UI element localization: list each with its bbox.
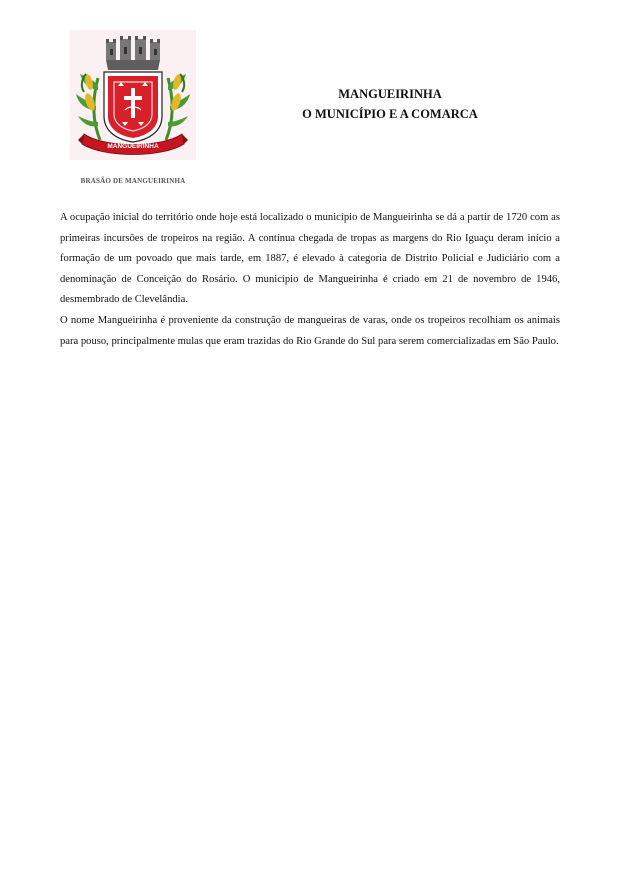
mural-crown-icon <box>106 36 160 70</box>
corn-stalk-right-icon <box>166 73 190 140</box>
corn-stalk-left-icon <box>76 73 100 140</box>
red-shield-icon <box>104 72 162 142</box>
banner-text: MANGUEIRINHA <box>107 143 159 150</box>
coat-of-arms-image <box>70 30 196 160</box>
body-text <box>60 208 560 352</box>
coat-of-arms-icon <box>70 30 196 160</box>
crest-caption: BRASÃO DE MANGUEIRINHA <box>80 177 186 185</box>
paragraph-history: A ocupação inicial do território onde hoje está localizado o município de Mangueirinha se dá a partir de 1720 com as primeiras incursões de tropeiros na região. A contínua chegada de tropas as margens do Rio Iguaçu deram início a formação de um povoado que mais tarde, em 1887, é elevado à categoria de Distrito Policial e Judiciário com a denominação de Conceição do Rosário. O município de Mangueirinha é criado em 21 de novembro de 1946, desmembrado de Clevelândia. <box>60 212 560 306</box>
title-line-subtitle: O MUNICÍPIO E A COMARCA <box>302 107 478 121</box>
title-line-municipality: MANGUEIRINHA <box>338 87 442 101</box>
document-title <box>250 84 530 124</box>
paragraph-name-origin: O nome Mangueirinha é proveniente da construção de mangueiras de varas, onde os tropeiros recolhiam os animais para pouso, principalmente mulas que eram trazidas do Rio Grande do Sul para serem comercializadas em São Paulo. <box>60 314 560 347</box>
